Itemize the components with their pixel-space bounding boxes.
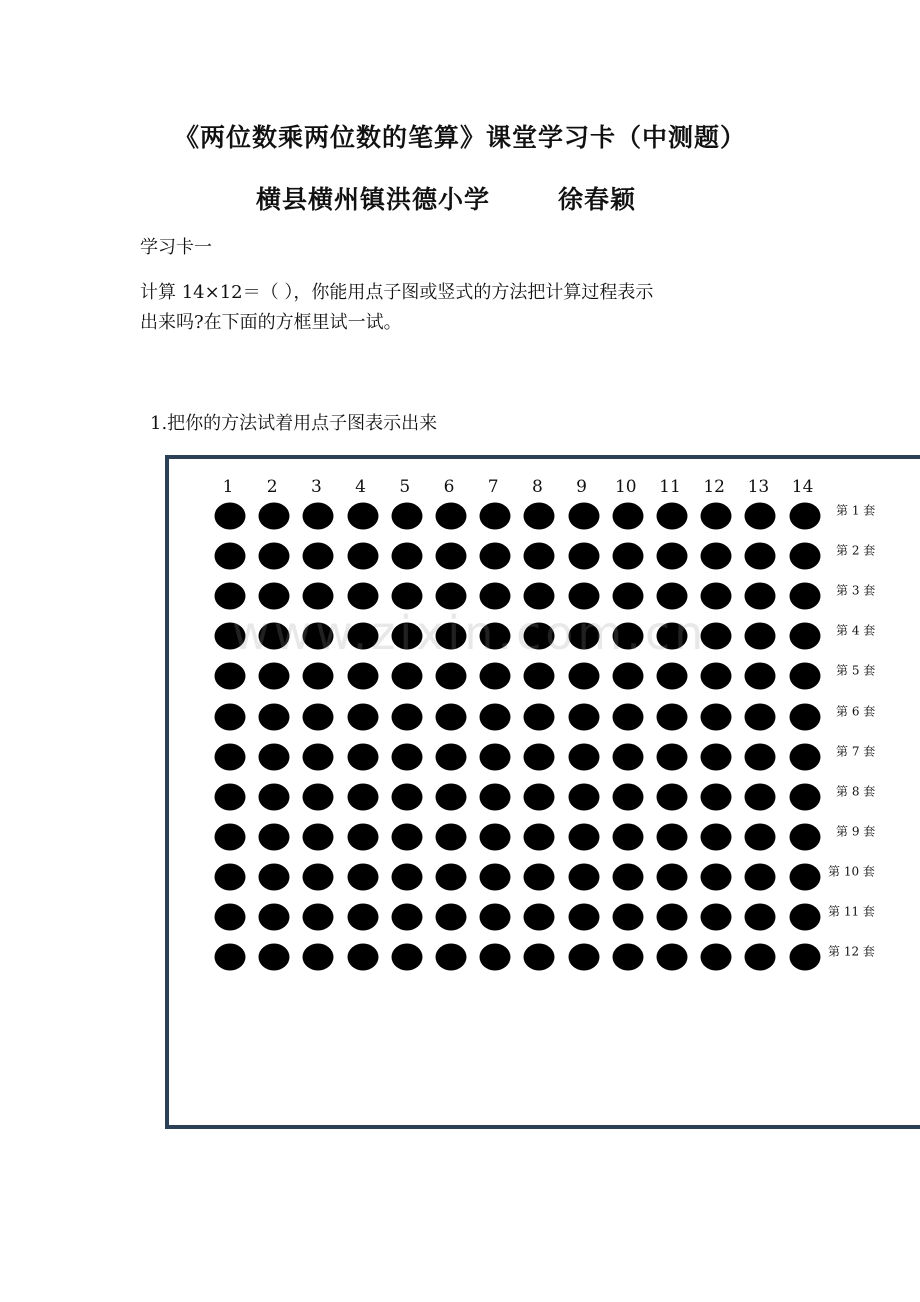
dot [480,503,511,530]
dot [612,904,643,931]
dot [259,783,290,810]
dot [568,703,599,730]
dot [568,503,599,530]
column-number: 3 [310,477,322,497]
dot [259,503,290,530]
dot [391,863,422,890]
dot [347,583,378,610]
dot [568,623,599,650]
dot [215,503,246,530]
dot [215,904,246,931]
question-text [140,278,800,338]
dot [789,663,820,690]
dot [524,863,555,890]
card-label: 学习卡一 [140,237,212,258]
dot [612,543,643,570]
row-label: 第 6 套 [836,704,876,718]
author-name: 徐春颖 [558,185,637,214]
dot [303,583,334,610]
dot [347,543,378,570]
dot [745,583,776,610]
column-number: 4 [355,477,367,497]
dot [259,863,290,890]
dot [436,583,467,610]
dot [657,944,688,971]
dot [347,623,378,650]
dot [612,944,643,971]
dot [568,743,599,770]
dot [215,703,246,730]
row-label: 第 10 套 [828,864,875,879]
dot [568,783,599,810]
dot [347,503,378,530]
dot [347,904,378,931]
dot [701,543,732,570]
dot [789,623,820,650]
dot [347,783,378,810]
dot [259,543,290,570]
dot [657,783,688,810]
dot [657,743,688,770]
row-label: 第 7 套 [836,744,876,759]
dot [391,543,422,570]
dot [701,583,732,610]
dot [789,743,820,770]
dot [612,623,643,650]
dot [391,823,422,850]
column-number: 8 [531,477,543,497]
dot [480,703,511,730]
dot [303,944,334,971]
column-number: 9 [576,477,588,497]
dot [745,663,776,690]
dot [391,703,422,730]
dot [612,703,643,730]
dot [391,503,422,530]
dot [436,543,467,570]
dot [657,703,688,730]
dot [259,703,290,730]
row-label: 第 12 套 [828,944,875,959]
dot [303,904,334,931]
column-number: 14 [791,477,814,497]
dot [480,663,511,690]
dot [657,863,688,890]
dot [701,743,732,770]
dot [303,823,334,850]
dot [480,944,511,971]
dot [524,583,555,610]
dot [701,703,732,730]
dot [657,823,688,850]
dot [568,583,599,610]
dot [657,503,688,530]
dot [612,863,643,890]
dot [701,823,732,850]
dot [436,663,467,690]
dot [745,503,776,530]
dot [215,583,246,610]
dot [789,703,820,730]
column-number: 6 [443,477,455,497]
dot [524,503,555,530]
dot [215,863,246,890]
dot [745,904,776,931]
dot [524,743,555,770]
dot [745,703,776,730]
dot [701,503,732,530]
dot [303,783,334,810]
dot [215,944,246,971]
dot [657,583,688,610]
dot [524,944,555,971]
dot [480,904,511,931]
dot [436,944,467,971]
dot [568,543,599,570]
dot [568,823,599,850]
row-label: 第 1 套 [836,503,876,518]
dot [215,783,246,810]
dot [436,823,467,850]
dot [215,743,246,770]
dot [612,783,643,810]
question-line-2: 出来吗?在下面的方框里试一试。 [140,312,402,333]
dot [480,743,511,770]
dot [347,863,378,890]
dot [701,783,732,810]
dot [436,623,467,650]
dot [612,743,643,770]
dot [612,503,643,530]
row-label: 第 4 套 [836,623,876,638]
school-author-line [256,180,636,216]
dot [701,944,732,971]
dot [657,904,688,931]
column-number: 7 [487,477,499,497]
dot [701,904,732,931]
dot [215,623,246,650]
dot [215,823,246,850]
dot [391,783,422,810]
dot [436,743,467,770]
column-number: 1 [222,477,234,497]
dot [524,904,555,931]
column-number: 5 [399,477,411,497]
dot [789,543,820,570]
dot [347,743,378,770]
dot [436,904,467,931]
dot [657,663,688,690]
dot [215,663,246,690]
step-1-instruction: 1.把你的方法试着用点子图表示出来 [150,413,438,434]
dot [347,663,378,690]
dot [789,904,820,931]
dot [436,703,467,730]
watermark: www.zixin.com.cn [232,606,708,660]
dot [789,503,820,530]
dot [259,583,290,610]
dot [789,823,820,850]
dot [436,503,467,530]
dot [524,783,555,810]
dot [524,543,555,570]
dot [789,583,820,610]
dot [259,743,290,770]
dot [745,823,776,850]
school-name: 横县横州镇洪德小学 [256,185,491,214]
dot [391,663,422,690]
column-number: 2 [266,477,278,497]
dot [657,623,688,650]
dot [612,583,643,610]
dot [259,823,290,850]
question-line-1: 计算 14×12＝（ ），你能用点子图或竖式的方法把计算过程表示 [140,282,654,303]
dot [568,944,599,971]
dot [612,823,643,850]
dot [391,904,422,931]
column-number: 11 [659,477,681,497]
row-label: 第 3 套 [836,583,876,598]
dot [789,863,820,890]
dot [524,703,555,730]
dot [259,904,290,931]
dot [657,543,688,570]
dot [303,543,334,570]
dot [436,863,467,890]
dot [347,944,378,971]
dot [480,543,511,570]
dot [701,663,732,690]
dot [391,944,422,971]
dot [701,863,732,890]
dot [391,583,422,610]
dot [303,623,334,650]
dot [303,663,334,690]
dot [789,783,820,810]
dot [303,503,334,530]
dot [391,743,422,770]
row-label: 第 5 套 [836,663,876,678]
dot [745,783,776,810]
dot [745,863,776,890]
dot [259,944,290,971]
dot [347,823,378,850]
dot [524,823,555,850]
page-title: 《两位数乘两位数的笔算》课堂学习卡（中测题） [173,123,746,152]
row-label: 第 8 套 [836,784,876,799]
dot [745,944,776,971]
row-label: 第 11 套 [828,904,875,919]
dot [347,703,378,730]
dot [303,863,334,890]
dot [303,703,334,730]
row-label: 第 2 套 [836,543,876,558]
dot [259,663,290,690]
dot [745,623,776,650]
dot [745,743,776,770]
dot [568,663,599,690]
row-label: 第 9 套 [836,824,876,839]
dot [303,743,334,770]
dot [568,904,599,931]
dot [480,863,511,890]
dot [524,663,555,690]
column-number: 13 [747,477,770,497]
dot [745,543,776,570]
column-number: 12 [703,477,726,497]
dot [436,783,467,810]
dot [391,623,422,650]
dot [612,663,643,690]
dot [701,623,732,650]
dot [480,823,511,850]
dot [480,783,511,810]
dot [259,623,290,650]
column-number: 10 [614,477,637,497]
dot [524,623,555,650]
dot [789,944,820,971]
dot [568,863,599,890]
dot [480,623,511,650]
dot [215,543,246,570]
dot [480,583,511,610]
